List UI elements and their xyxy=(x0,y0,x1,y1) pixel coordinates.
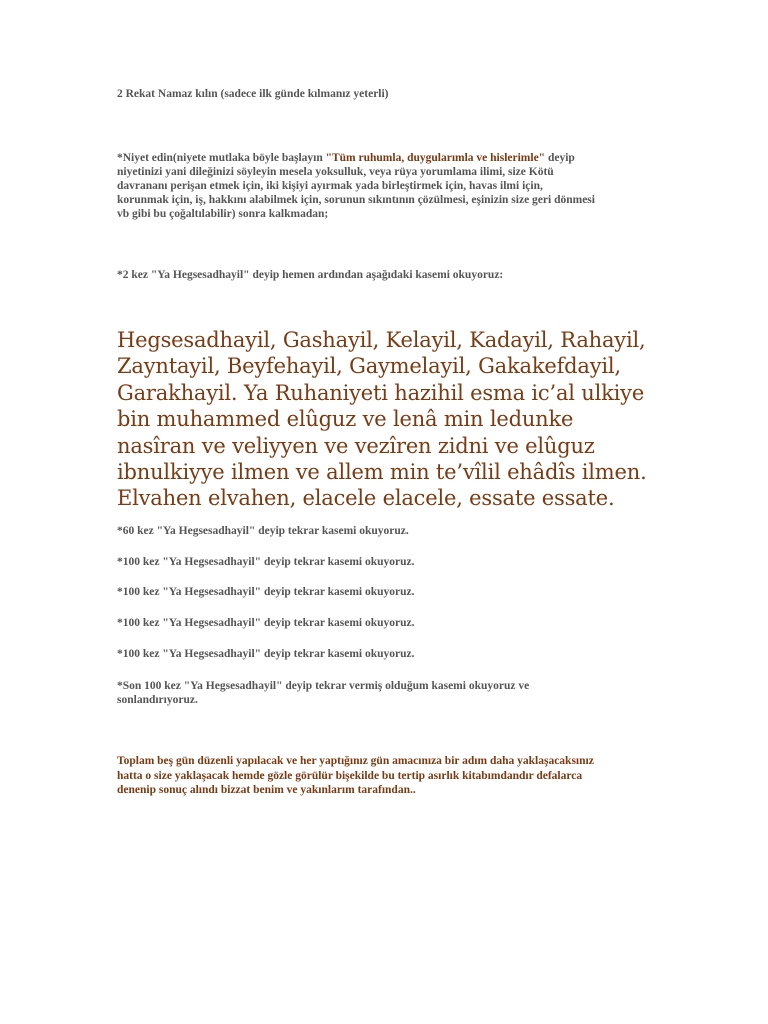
intention-quote: "Tüm ruhumla, duygularımla ve hislerimle" xyxy=(325,152,546,164)
heading-namaz: 2 Rekat Namaz kılın (sadece ilk günde kılmanız yeterli) xyxy=(117,88,389,100)
intention-rest: deyip niyetinizi yani dileğinizi söyleyin mesela yoksulluk, veya rüya yorumlama ilimi, size Kötü davrananı perişan etmek için, iki kişiyi ayırmak yada birleştirmek için, havas ilmi için, korunmak için, iş, hakkını alabilmek için, sorunun sıkıntının çözülmesi, eşinizin size geri dönmesi vb gibi bu çoğaltılabilir) sonra kalkmadan; xyxy=(117,152,595,220)
repetition-step-2: *100 kez "Ya Hegsesadhayil" deyip tekrar kasemi okuyoruz. xyxy=(117,556,415,568)
incantation-text: Hegsesadhayil, Gashayil, Kelayil, Kadayil, Rahayil, Zayntayil, Beyfehayil, Gaymelayil, Gakakefdayil, Garakhayil. Ya Ruhaniyeti hazihil esma ic’al ulkiye bin muhammed elûguz ve lenâ min ledunke nasîran ve veliyyen ve vezîren zidni ve elûguz ibnulkiyye ilmen ve allem min te’vîlil ehâdîs ilmen. Elvahen elvahen, elacele elacele, essate essate. xyxy=(117,328,647,511)
repetition-step-5: *100 kez "Ya Hegsesadhayil" deyip tekrar kasemi okuyoruz. xyxy=(117,648,415,660)
repetition-step-1: *60 kez "Ya Hegsesadhayil" deyip tekrar kasemi okuyoruz. xyxy=(117,525,409,537)
closing-paragraph: Toplam beş gün düzenli yapılacak ve her yaptığınız gün amacınıza bir adım daha yaklaşacaksınız hatta o size yaklaşacak hemde gözle görülür bişekilde bu tertip asırlık kitabımdandır defalarca denenip sonuç alındı bizzat benim ve yakınlarım tarafından.. xyxy=(117,755,594,796)
repetition-step-4: *100 kez "Ya Hegsesadhayil" deyip tekrar kasemi okuyoruz. xyxy=(117,617,415,629)
intention-paragraph xyxy=(117,151,597,221)
intention-prefix: *Niyet edin(niyete mutlaka böyle başlayın xyxy=(117,152,326,164)
step-intro: *2 kez "Ya Hegsesadhayil" deyip hemen ardından aşağıdaki kasemi okuyoruz: xyxy=(117,269,504,281)
final-step: *Son 100 kez "Ya Hegsesadhayil" deyip tekrar vermiş olduğum kasemi okuyoruz ve sonlandırıyoruz. xyxy=(117,680,530,706)
repetition-step-3: *100 kez "Ya Hegsesadhayil" deyip tekrar kasemi okuyoruz. xyxy=(117,586,415,598)
